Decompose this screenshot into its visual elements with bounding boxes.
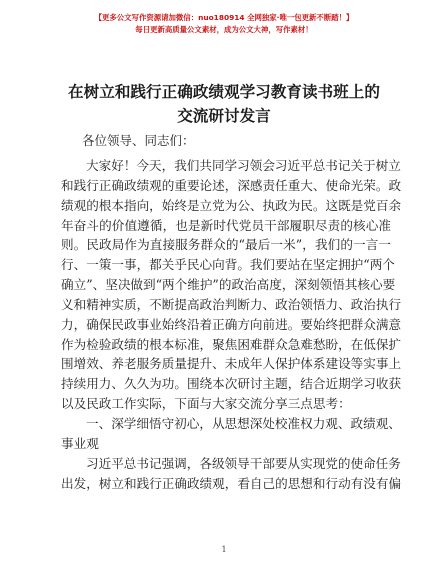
section-heading-line: 一、深学细悟守初心，从思想深处校准权力观、政绩观、: [86, 415, 401, 431]
body-line: 力，确保民政事业始终沿着正确方向前进。要始终把群众满意: [61, 316, 402, 332]
body-line: 确立”、坚决做到“两个维护”的政治高度，深刻领悟其核心要: [61, 277, 396, 293]
promo-banner: [0, 12, 448, 36]
promo-banner-line-1: 【更多公文写作资源请加微信：nuo180914 全网独家·唯一包更新不断踏！】: [94, 13, 354, 22]
body-line: 持续用力、久久为功。围绕本次研讨主题，结合近期学习收获: [61, 376, 402, 392]
page-number: 1: [221, 545, 227, 554]
document-title-line-2: 交流研讨发言: [177, 106, 271, 125]
body-line: 习近平总书记强调，各级领导干部要从实现党的使命任务: [86, 455, 401, 471]
body-line: 年奋斗的价值遵循，也是新时代党员干部履职尽责的核心准: [61, 217, 391, 233]
document-title: [0, 80, 448, 128]
body-line: 大家好！今天，我们共同学习领会习近平总书记关于树立: [86, 158, 401, 173]
body-line: 义和精神实质，不断提高政治判断力、政治领悟力、政治执行: [61, 296, 402, 312]
body-line: 出发，树立和践行正确政绩观，看自己的思想和行动有没有偏: [61, 475, 402, 491]
body-line: 围增效、养老服务质量提升、未成年人保护体系建设等实事上: [61, 356, 402, 372]
body-line: 则。民政局作为直接服务群众的“最后一米”，我们的一言一: [61, 237, 391, 253]
body-line: 行、一策一事，都关乎民心向背。我们要站在坚定拥护“两个: [61, 257, 395, 273]
body-line: 作为检验政绩的根本标准，聚焦困难群众急难愁盼，在低保扩: [61, 336, 402, 352]
document-title-line-1: 在树立和践行正确政绩观学习教育读书班上的: [68, 82, 380, 101]
body-line: 和践行正确政绩观的重要论述，深感责任重大、使命光荣。政: [61, 177, 402, 193]
document-body: [61, 156, 402, 493]
promo-banner-line-2: 每日更新高质量公文素材，成为公文大神，写作素材！: [135, 25, 313, 34]
body-line: 以及民政工作实际，下面与大家交流分享三点思考：: [61, 396, 351, 412]
salutation: 各位领导、同志们：: [82, 133, 195, 148]
section-heading-line: 事业观: [61, 435, 99, 451]
body-line: 绩观的根本指向，始终是立党为公、执政为民。这既是党百余: [61, 197, 402, 213]
